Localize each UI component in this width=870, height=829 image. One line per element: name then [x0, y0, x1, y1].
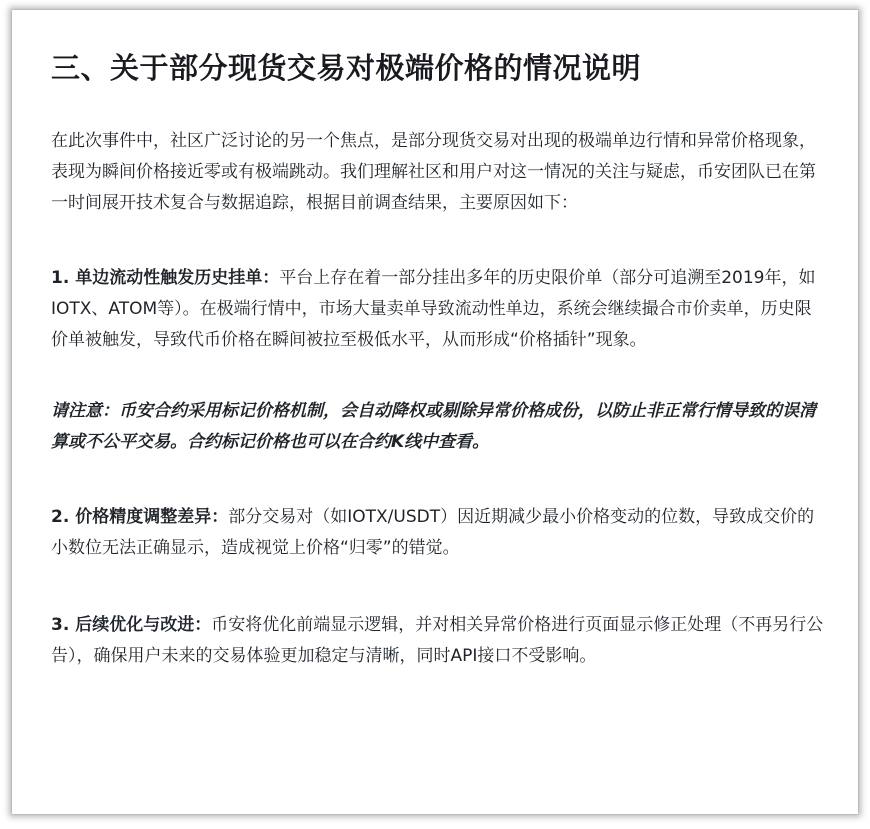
intro-paragraph: 在此次事件中，社区广泛讨论的另一个焦点，是部分现货交易对出现的极端单边行情和异常价格现象，表现为瞬间价格接近零或有极端跳动。我们理解社区和用户对这一情况的关注与疑虑，币安团队已在第一时间展开技术复合与数据追踪，根据目前调查结果，主要原因如下： [51, 131, 816, 213]
point-1-heading: 1. 单边流动性触发历史挂单： [51, 268, 280, 288]
point-2-paragraph [51, 502, 828, 564]
point-3-heading: 3. 后续优化与改进： [51, 615, 212, 635]
point-3-body: 币安将优化前端显示逻辑，并对相关异常价格进行页面显示修正处理（不再另行公告），确保用户未来的交易体验更加稳定与清晰，同时API接口不受影响。 [51, 615, 824, 666]
notice-paragraph: 请注意：币安合约采用标记价格机制，会自动降权或剔除异常价格成份，以防止非正常行情导致的误清算或不公平交易。合约标记价格也可以在合约K线中查看。 [51, 401, 816, 452]
point-1-body: 平台上存在着一部分挂出多年的历史限价单（部分可追溯至2019年，如IOTX、ATOM等）。在极端行情中，市场大量卖单导致流动性单边，系统会继续撮合市价卖单，历史限价单被触发，导致代币价格在瞬间被拉至极低水平，从而形成“价格插针”现象。 [51, 268, 816, 350]
section-title: 三、关于部分现货交易对极端价格的情况说明 [51, 51, 642, 85]
point-2-body: 部分交易对（如IOTX/USDT）因近期减少最小价格变动的位数，导致成交价的小数位无法正确显示，造成视觉上价格“归零”的错觉。 [51, 507, 815, 558]
point-1-paragraph [51, 263, 828, 356]
point-2-heading: 2. 价格精度调整差异： [51, 507, 229, 527]
document-card [12, 10, 858, 814]
point-3-paragraph [51, 610, 828, 672]
